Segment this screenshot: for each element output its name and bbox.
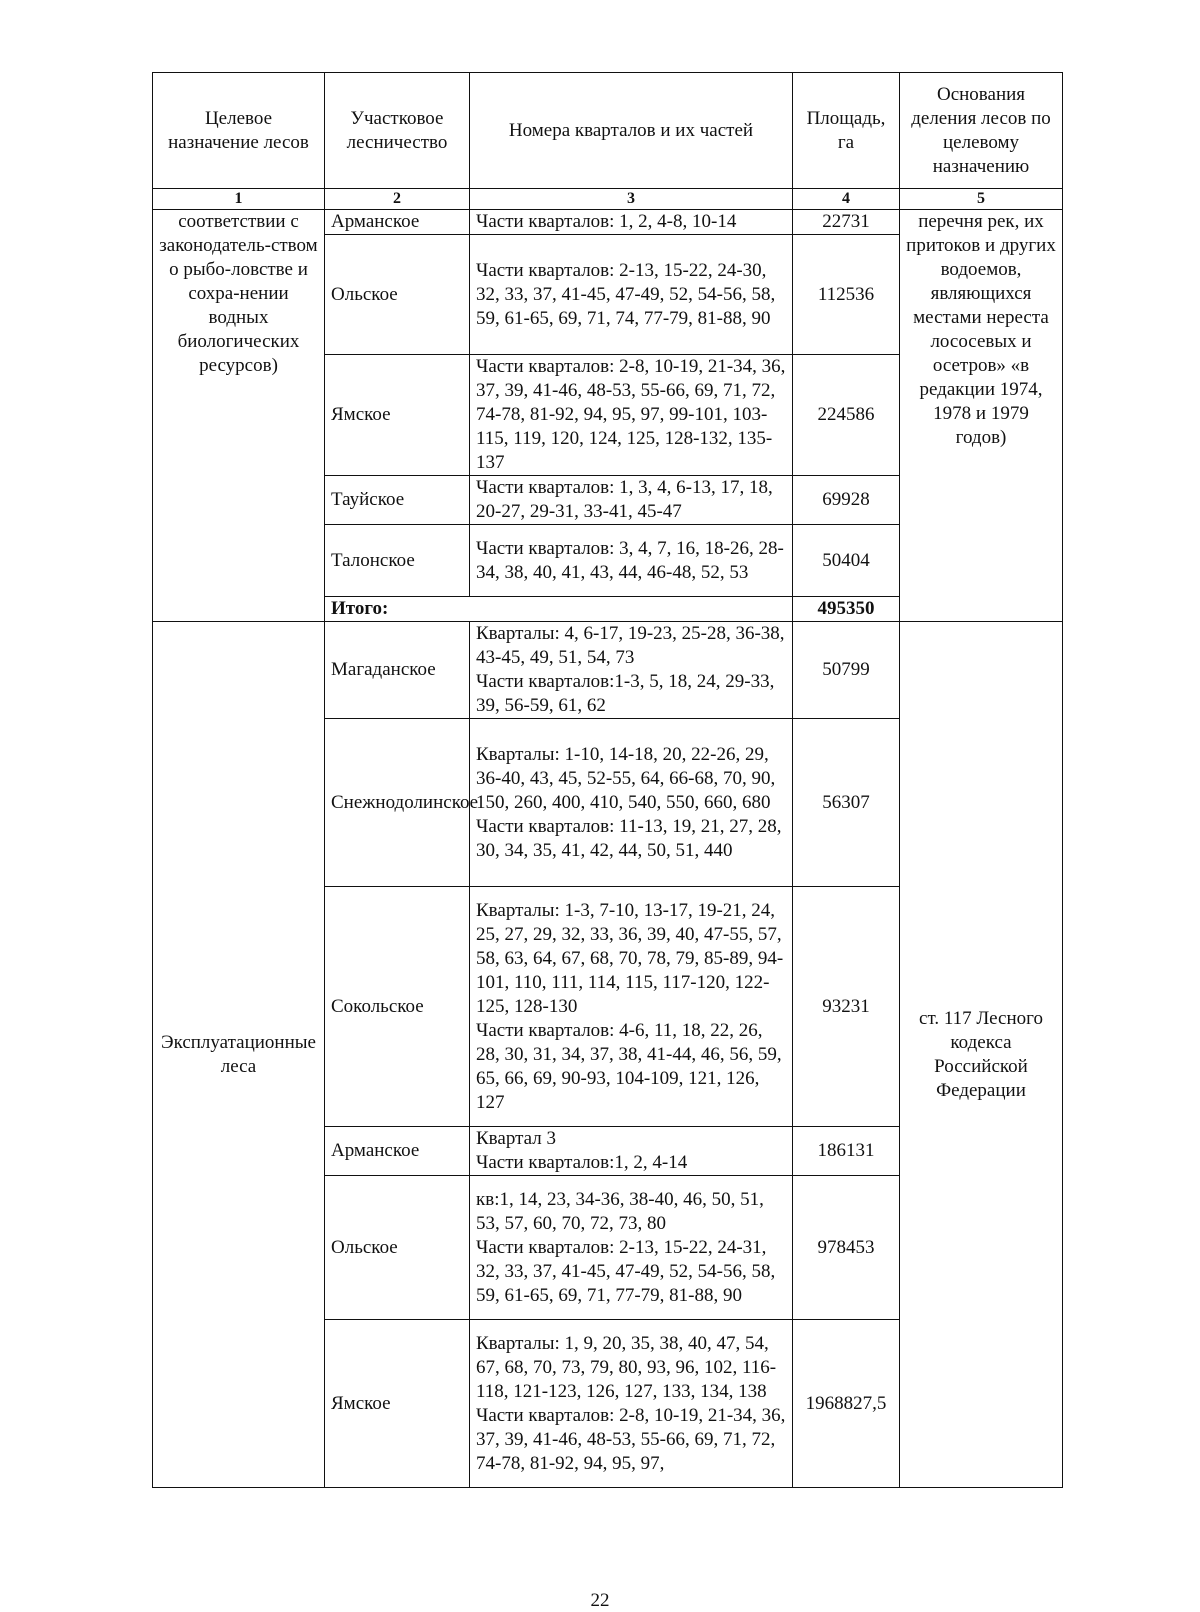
- area-value: 69928: [793, 476, 900, 525]
- area-value: 56307: [793, 719, 900, 887]
- forest-purpose-table: [152, 72, 1063, 1488]
- forestry-name: Талонское: [325, 525, 470, 597]
- total-value: 495350: [793, 597, 900, 622]
- quarters-list: Кварталы: 4, 6-17, 19-23, 25-28, 36-38, 43-45, 49, 51, 54, 73 Части кварталов:1-3, 5, 18, 24, 29-33, 39, 56-59, 61, 62: [470, 622, 793, 719]
- header-purpose: Целевое назначение лесов: [153, 73, 325, 189]
- area-value: 50799: [793, 622, 900, 719]
- header-quarters: Номера кварталов и их частей: [470, 73, 793, 189]
- section2-basis: ст. 117 Лесного кодекса Российской Федерации: [900, 622, 1063, 1488]
- forestry-name: Ольское: [325, 1176, 470, 1320]
- quarters-list: Кварталы: 1-10, 14-18, 20, 22-26, 29, 36-40, 43, 45, 52-55, 64, 66-68, 70, 90, 150, 260, 400, 410, 540, 550, 660, 680 Части кварталов: 11-13, 19, 21, 27, 28, 30, 34, 35, 41, 42, 44, 50, 51, 440: [470, 719, 793, 887]
- column-number-row: [153, 189, 1063, 210]
- forestry-name: Ямское: [325, 1320, 470, 1488]
- header-forestry: Участковое лесничество: [325, 73, 470, 189]
- column-number: 1: [153, 189, 325, 210]
- column-number: 4: [793, 189, 900, 210]
- column-number: 2: [325, 189, 470, 210]
- quarters-list: Части кварталов: 1, 2, 4-8, 10-14: [470, 210, 793, 235]
- quarters-list: Части кварталов: 1, 3, 4, 6-13, 17, 18, 20-27, 29-31, 33-41, 45-47: [470, 476, 793, 525]
- header-basis: Основания деления лесов по целевому назначению: [900, 73, 1063, 189]
- quarters-list: Части кварталов: 2-13, 15-22, 24-30, 32, 33, 37, 41-45, 47-49, 52, 54-56, 58, 59, 61-65, 69, 71, 74, 77-79, 81-88, 90: [470, 235, 793, 355]
- quarters-list: Кварталы: 1, 9, 20, 35, 38, 40, 47, 54, 67, 68, 70, 73, 79, 80, 93, 96, 102, 116-118, 121-123, 126, 127, 133, 134, 138 Части кварталов: 2-8, 10-19, 21-34, 36, 37, 39, 41-46, 48-53, 55-66, 69, 71, 72, 74-78, 81-92, 94, 95, 97,: [470, 1320, 793, 1488]
- forestry-name: Ольское: [325, 235, 470, 355]
- section1-basis: перечня рек, их притоков и других водоемов, являющихся местами нереста лососевых и осетров» «в редакции 1974, 1978 и 1979 годов): [900, 210, 1063, 622]
- forestry-name: Тауйское: [325, 476, 470, 525]
- column-number: 5: [900, 189, 1063, 210]
- area-value: 22731: [793, 210, 900, 235]
- forestry-name: Арманское: [325, 1127, 470, 1176]
- area-value: 186131: [793, 1127, 900, 1176]
- area-value: 1968827,5: [793, 1320, 900, 1488]
- quarters-list: Квартал 3 Части кварталов:1, 2, 4-14: [470, 1127, 793, 1176]
- forestry-name: Снежнодолинское: [325, 719, 470, 887]
- header-area: Площадь, га: [793, 73, 900, 189]
- area-value: 93231: [793, 887, 900, 1127]
- forestry-name: Ямское: [325, 355, 470, 476]
- total-label: Итого:: [325, 597, 793, 622]
- forestry-name: Арманское: [325, 210, 470, 235]
- area-value: 224586: [793, 355, 900, 476]
- quarters-list: Части кварталов: 3, 4, 7, 16, 18-26, 28-34, 38, 40, 41, 43, 44, 46-48, 52, 53: [470, 525, 793, 597]
- section1-purpose: соответствии с законодатель-ством о рыбо-ловстве и сохра-нении водных биологических ресурсов): [153, 210, 325, 622]
- quarters-list: Кварталы: 1-3, 7-10, 13-17, 19-21, 24, 25, 27, 29, 32, 33, 36, 39, 40, 47-55, 57, 58, 63, 64, 67, 68, 70, 78, 79, 85-89, 94-101, 110, 111, 114, 115, 117-120, 122-125, 128-130 Части кварталов: 4-6, 11, 18, 22, 26, 28, 30, 31, 34, 37, 38, 41-44, 46, 56, 59, 65, 66, 69, 90-93, 104-109, 121, 126, 127: [470, 887, 793, 1127]
- page-number: 22: [590, 1590, 610, 1611]
- quarters-list: кв:1, 14, 23, 34-36, 38-40, 46, 50, 51, 53, 57, 60, 70, 72, 73, 80 Части кварталов: 2-13, 15-22, 24-31, 32, 33, 37, 41-45, 47-49, 52, 54-56, 58, 59, 61-65, 69, 71, 77-79, 81-88, 90: [470, 1176, 793, 1320]
- table-row: [153, 210, 1063, 235]
- area-value: 112536: [793, 235, 900, 355]
- table-row: [153, 622, 1063, 719]
- column-number: 3: [470, 189, 793, 210]
- section2-purpose: Эксплуатационные леса: [153, 622, 325, 1488]
- area-value: 50404: [793, 525, 900, 597]
- quarters-list: Части кварталов: 2-8, 10-19, 21-34, 36, 37, 39, 41-46, 48-53, 55-66, 69, 71, 72, 74-78, 81-92, 94, 95, 97, 99-101, 103-115, 119, 120, 124, 125, 128-132, 135-137: [470, 355, 793, 476]
- forestry-name: Магаданское: [325, 622, 470, 719]
- forestry-name: Сокольское: [325, 887, 470, 1127]
- area-value: 978453: [793, 1176, 900, 1320]
- header-row: [153, 73, 1063, 189]
